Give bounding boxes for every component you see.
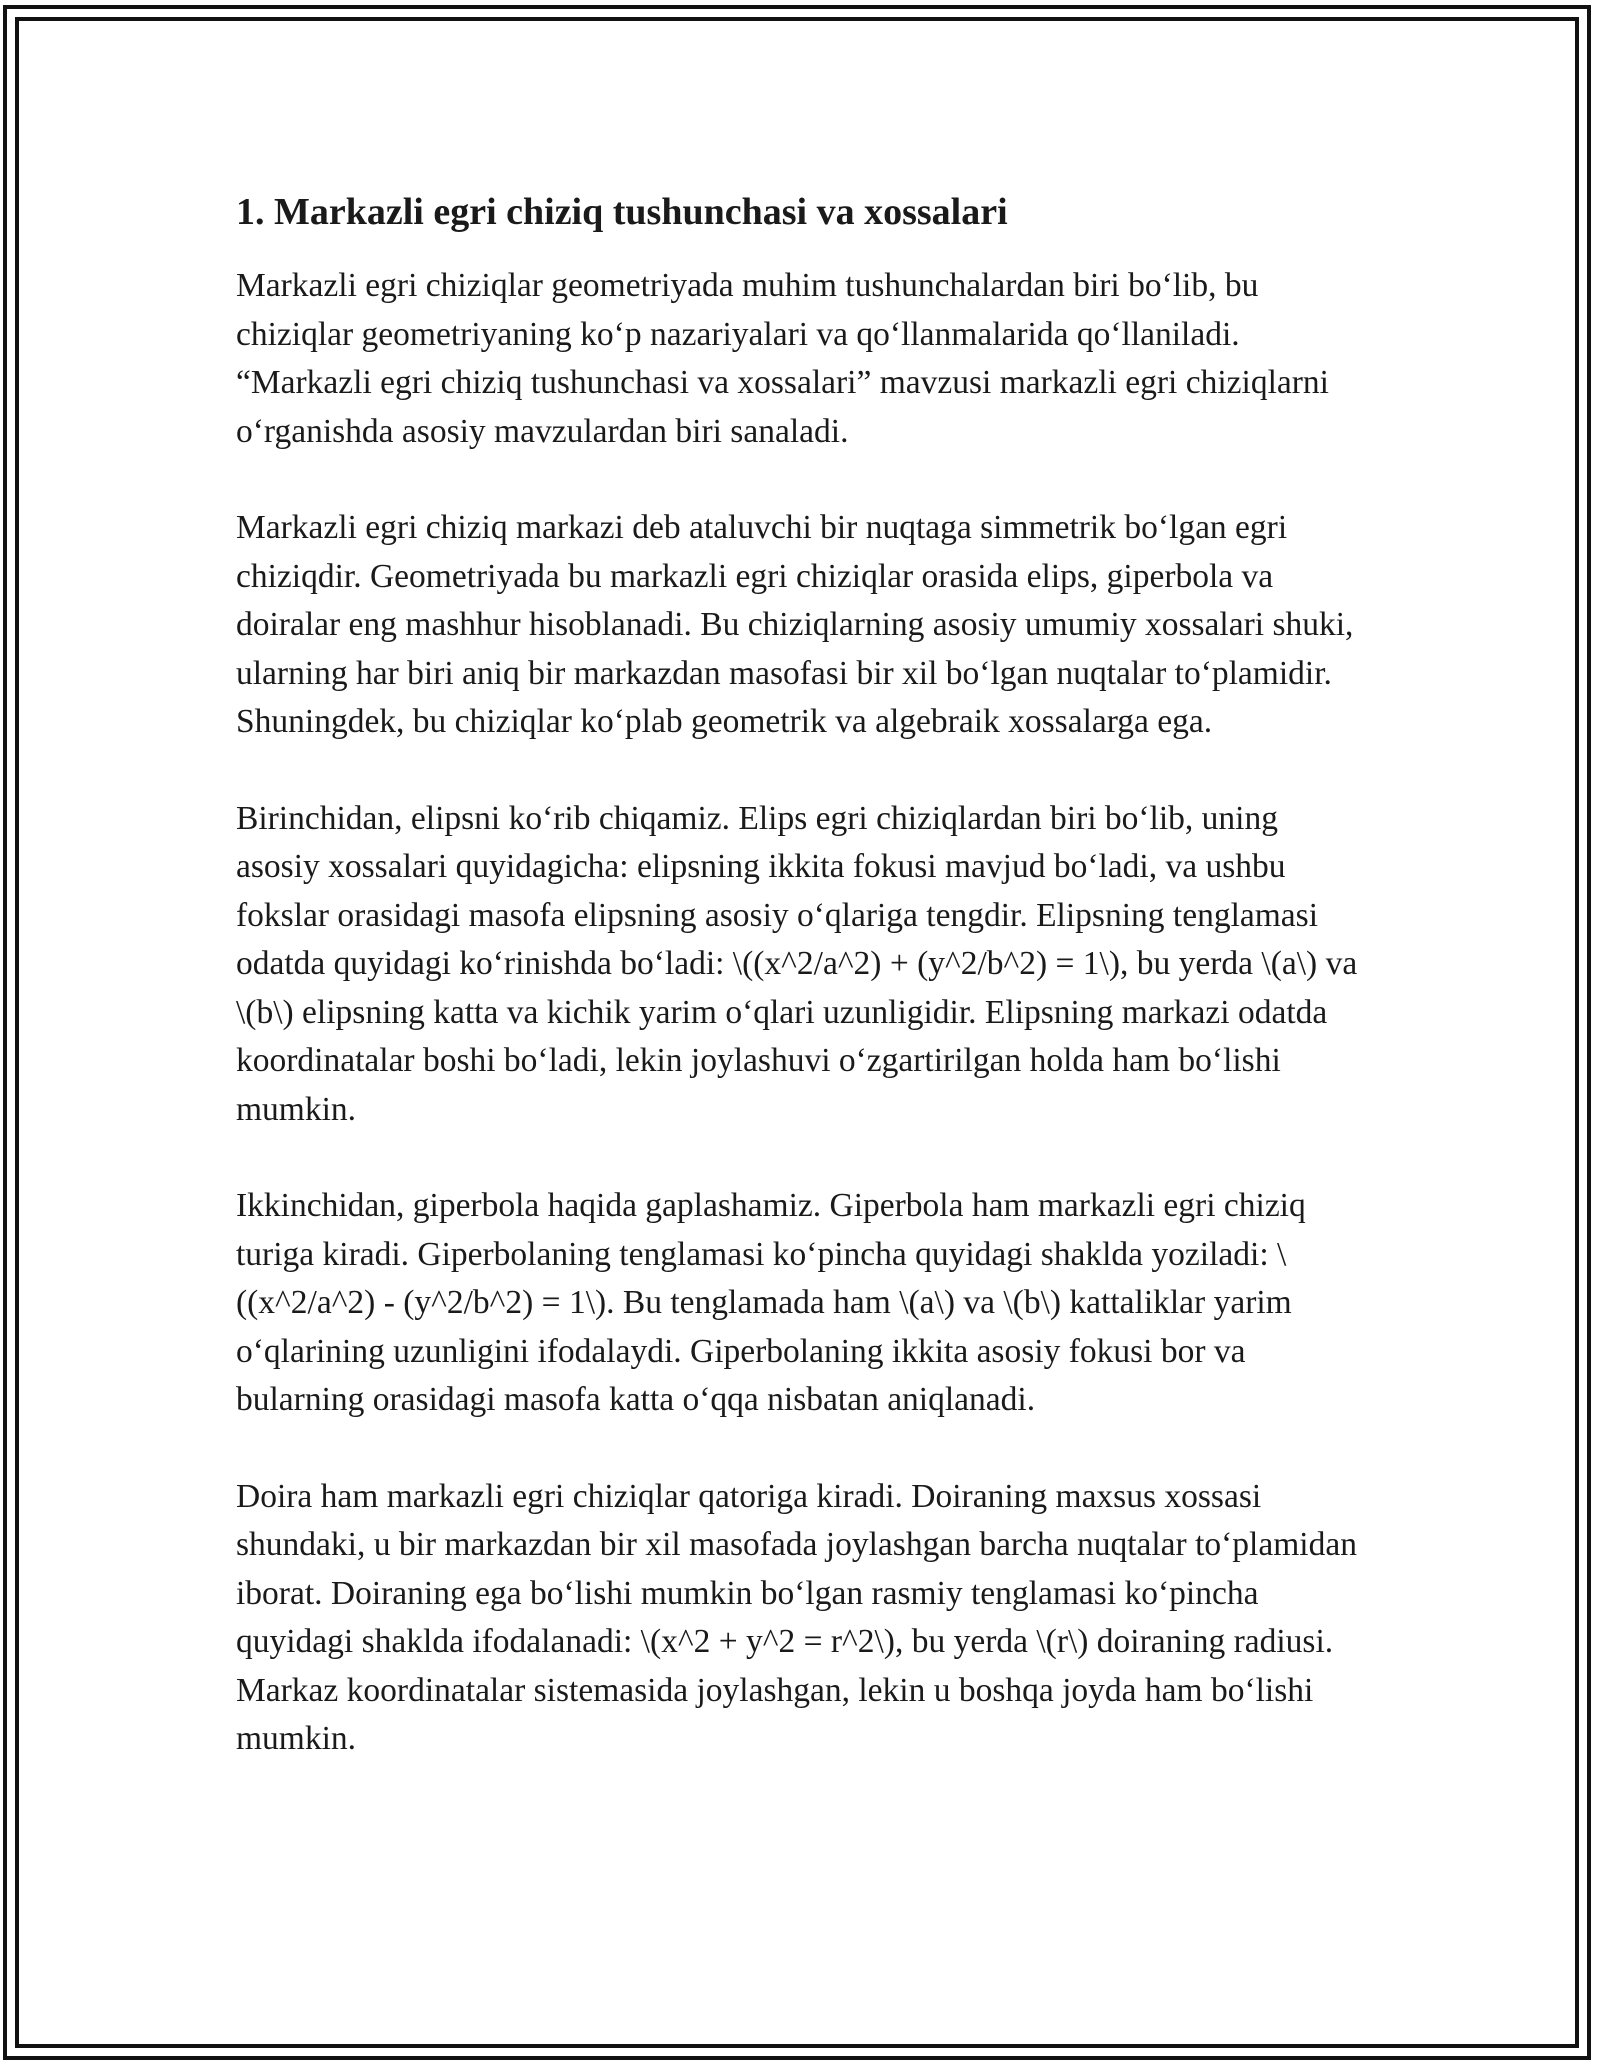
document-body	[236, 186, 1366, 1812]
paragraph-circle: Doira ham markazli egri chiziqlar qatoriga kiradi. Doiraning maxsus xossasi shundaki, u bir markazdan bir xil masofada joylashgan barcha nuqtalar to‘plamidan iborat. Doiraning ega bo‘lishi mumkin bo‘lgan rasmiy tenglamasi ko‘pincha quyidagi shaklda ifodalanadi: \(x^2 + y^2 = r^2\), bu yerda \(r\) doiraning radiusi. Markaz koordinatalar sistemasida joylashgan, lekin u boshqa joyda ham bo‘lishi mumkin.	[236, 1477, 1357, 1757]
paragraph-ellipse: Birinchidan, elipsni ko‘rib chiqamiz. Elips egri chiziqlardan biri bo‘lib, uning asosiy xossalari quyidagicha: elipsning ikkita fokusi mavjud bo‘ladi, va ushbu fokslar orasidagi masofa elipsning asosiy o‘qlariga tengdir. Elipsning tenglamasi odatda quyidagi ko‘rinishda bo‘ladi: \((x^2/a^2) + (y^2/b^2) = 1\), bu yerda \(a\) va \(b\) elipsning katta va kichik yarim o‘qlari uzunligidir. Elipsning markazi odatda koordinatalar boshi bo‘ladi, lekin joylashuvi o‘zgartirilgan holda ham bo‘lishi mumkin.	[236, 799, 1358, 1128]
section-heading: 1. Markazli egri chiziq tushunchasi va xossalari	[236, 191, 1008, 233]
paragraph-hyperbola: Ikkinchidan, giperbola haqida gaplashamiz. Giperbola ham markazli egri chiziq turiga kiradi. Giperbolaning tenglamasi ko‘pincha quyidagi shaklda yoziladi: \((x^2/a^2) - (y^2/b^2) = 1\). Bu tenglamada ham \(a\) va \(b\) kattaliklar yarim o‘qlarining uzunligini ifodalaydi. Giperbolaning ikkita asosiy fokusi bor va bularning orasidagi masofa katta o‘qqa nisbatan aniqlanadi.	[236, 1187, 1306, 1418]
paragraph-definition: Markazli egri chiziq markazi deb ataluvchi bir nuqtaga simmetrik bo‘lgan egri chiziqdir. Geometriyada bu markazli egri chiziqlar orasida elips, giperbola va doiralar eng mashhur hisoblanadi. Bu chiziqlarning asosiy umumiy xossalari shuki, ularning har biri aniq bir markazdan masofasi bir xil bo‘lgan nuqtalar to‘plamidir. Shuningdek, bu chiziqlar ko‘plab geometrik va algebraik xossalarga ega.	[236, 509, 1354, 740]
paragraph-intro: Markazli egri chiziqlar geometriyada muhim tushunchalardan biri bo‘lib, bu chiziqlar geometriyaning ko‘p nazariyalari va qo‘llanmalarida qo‘llaniladi. “Markazli egri chiziq tushunchasi va xossalari” mavzusi markazli egri chiziqlarni o‘rganishda asosiy mavzulardan biri sanaladi.	[236, 267, 1329, 450]
